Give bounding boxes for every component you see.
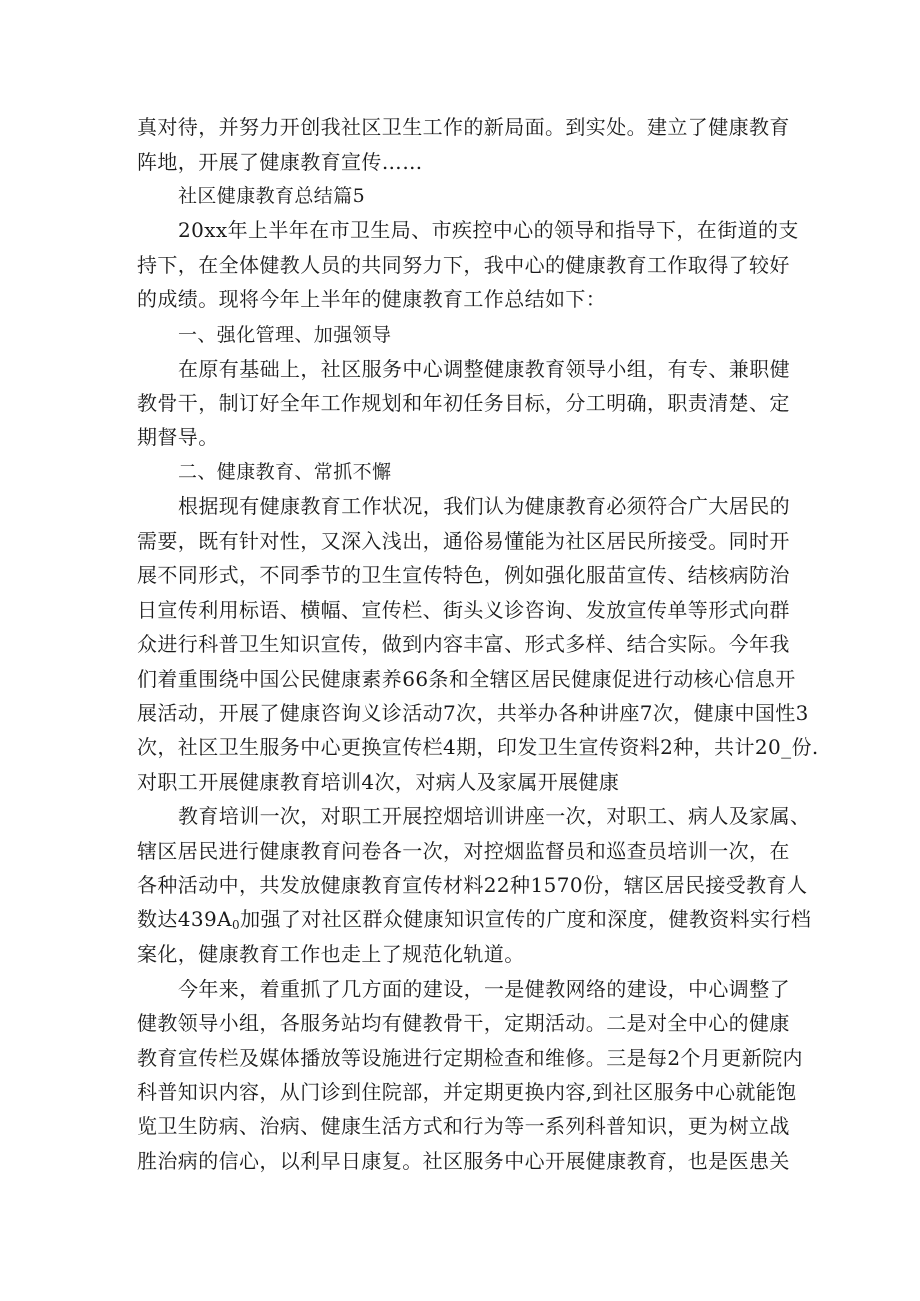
body-text-line: 各种活动中，共发放健康教育宣传材料22种1570份，辖区居民接受教育人: [137, 873, 808, 897]
body-text-line: 展不同形式，不同季节的卫生宣传特色，例如强化服苗宣传、结核病防治: [137, 563, 790, 587]
body-text-line: 众进行科普卫生知识宣传，做到内容丰富、形式多样、结合实际。今年我: [137, 632, 790, 656]
paragraph-first-line: 在原有基础上，社区服务中心调整健康教育领导小组，有专、兼职健: [178, 357, 790, 381]
body-text-line: 持下，在全体健教人员的共同努力下，我中心的健康教育工作取得了较好: [137, 253, 790, 277]
body-text-line: 教育宣传栏及媒体播放等设施进行定期检查和维修。三是每2个月更新院内: [137, 1046, 803, 1070]
paragraph-first-line: 教育培训一次，对职工开展控烟培训讲座一次，对职工、病人及家属、: [178, 804, 811, 828]
body-text-line: 展活动，开展了健康咨询义诊活动7次，共举办各种讲座7次，健康中国性3: [137, 701, 809, 725]
sentence-text: 加强了对社区群众健康知识宣传的广度和深度，健教资料实行档: [240, 907, 812, 931]
subsection-heading: 一、强化管理、加强领导: [178, 324, 392, 346]
body-text-line: 案化，健康教育工作也走上了规范化轨道。: [137, 942, 525, 966]
body-text-line: 需要，既有针对性，又深入浅出，通俗易懂能为社区居民所接受。同时开: [137, 529, 790, 553]
paragraph-first-line: 今年来，着重抓了几方面的建设，一是健教网络的建设，中心调整了: [178, 977, 790, 1001]
body-text-line: 对职工开展健康教育培训4次，对病人及家属开展健康: [137, 770, 620, 794]
section-heading: 社区健康教育总结篇5: [178, 185, 366, 207]
subsection-heading: 二、健康教育、常抓不懈: [178, 461, 392, 483]
body-text-line: 的成绩。现将今年上半年的健康教育工作总结如下：: [137, 287, 607, 311]
body-text-line: 胜治病的信心，以利早日康复。社区服务中心开展健康教育，也是医患关: [137, 1149, 790, 1173]
body-text-line: 真对待，并努力开创我社区卫生工作的新局面。到实处。建立了健康教育: [137, 115, 790, 139]
body-text-line: 们着重围绕中国公民健康素养66条和全辖区居民健康促进行动核心信息开: [137, 667, 796, 691]
body-text-line: 览卫生防病、治病、健康生活方式和行为等一系列科普知识，更为树立战: [137, 1114, 790, 1138]
body-text-line: [137, 904, 811, 934]
body-text-line: 辖区居民进行健康教育问卷各一次，对控烟监督员和巡查员培训一次，在: [137, 839, 790, 863]
subscript-mark: 0: [232, 918, 241, 932]
paragraph-first-line: 根据现有健康教育工作状况，我们认为健康教育必须符合广大居民的: [178, 494, 790, 518]
count-value: 数达439A: [137, 907, 233, 931]
body-text-line: 教骨干，制订好全年工作规划和年初任务目标，分工明确，职责清楚、定: [137, 391, 790, 415]
body-text-line: 次，社区卫生服务中心更换宣传栏4期，印发卫生宣传资料2种，共计20_份.: [137, 735, 819, 759]
paragraph-first-line: 20xx年上半年在市卫生局、市疾控中心的领导和指导下，在街道的支: [178, 218, 799, 242]
body-text-line: 日宣传利用标语、横幅、宣传栏、街头义诊咨询、发放宣传单等形式向群: [137, 598, 790, 622]
body-text-line: 阵地，开展了健康教育宣传……: [137, 150, 423, 174]
body-text-line: 科普知识内容，从门诊到住院部，并定期更换内容,到社区服务中心就能饱: [137, 1080, 797, 1104]
body-text-line: 健教领导小组，各服务站均有健教骨干，定期活动。二是对全中心的健康: [137, 1011, 790, 1035]
body-text-line: 期督导。: [137, 425, 219, 449]
